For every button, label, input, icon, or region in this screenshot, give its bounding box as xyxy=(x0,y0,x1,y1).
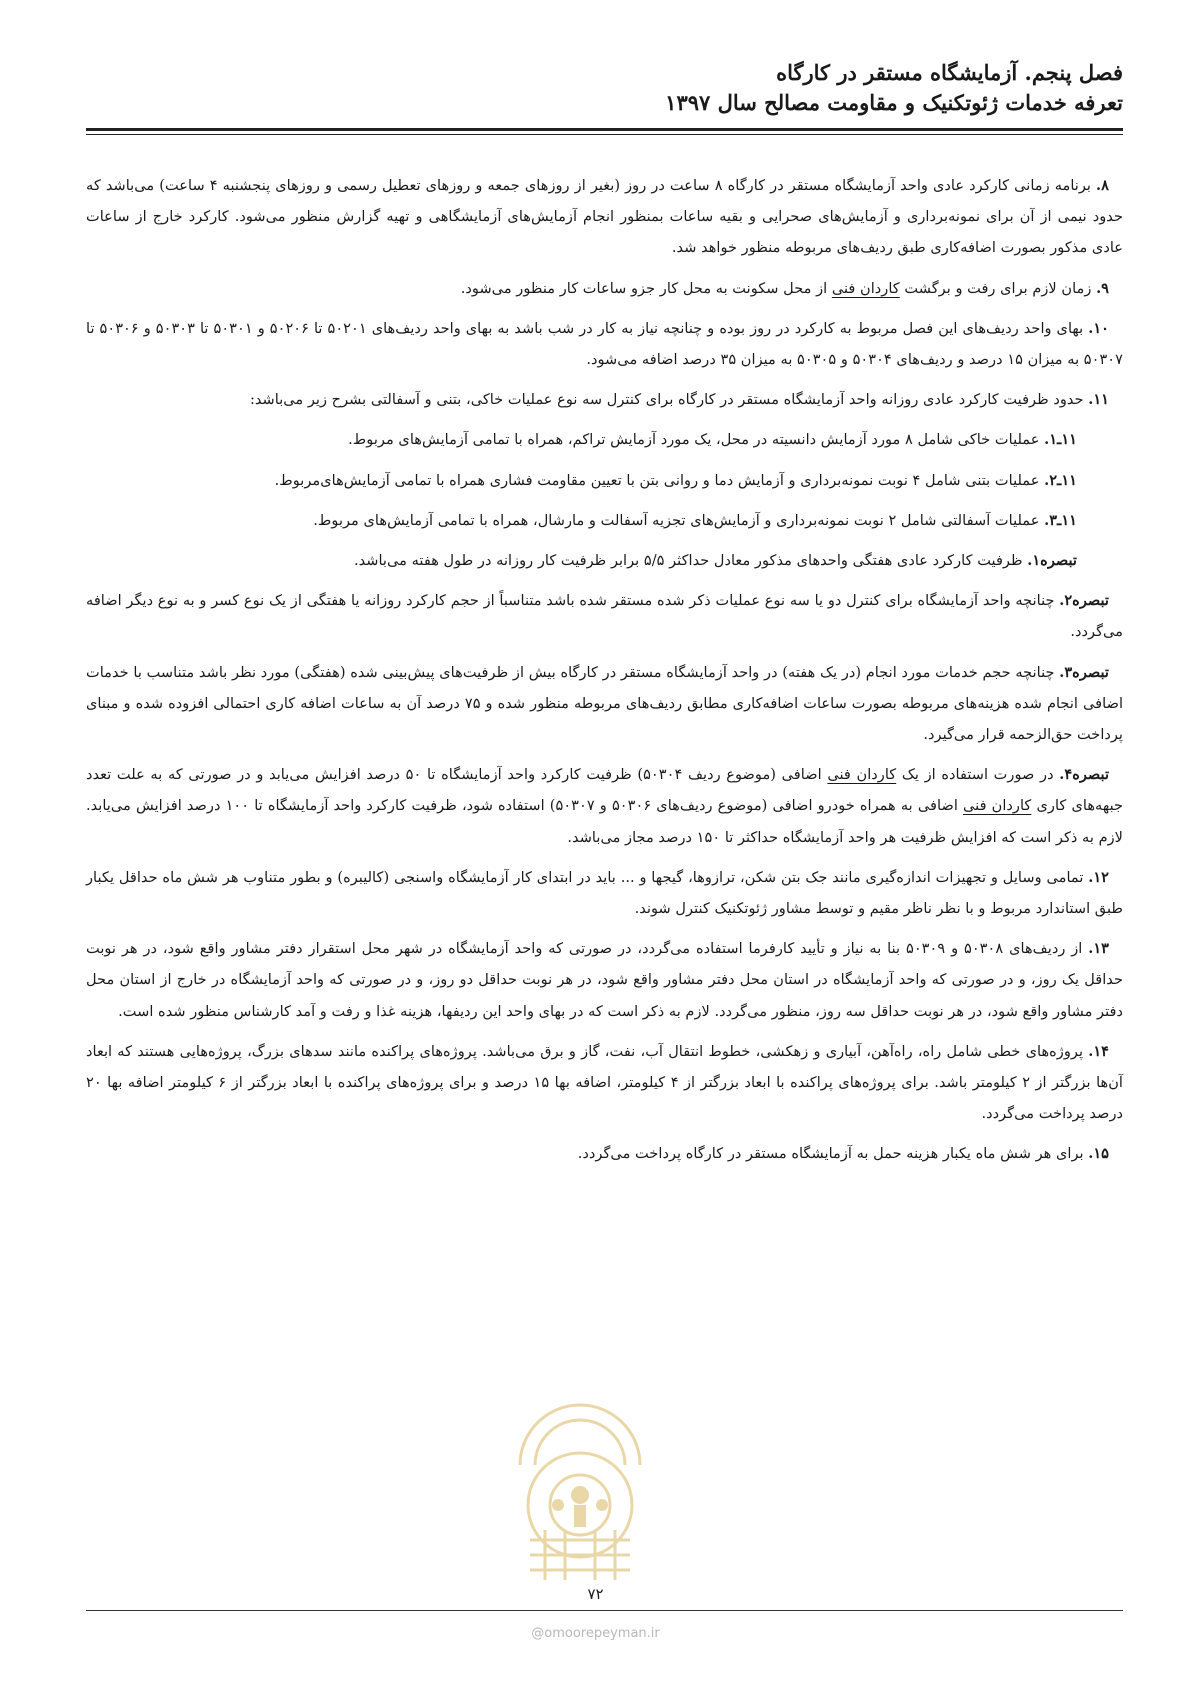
paragraph-14 xyxy=(86,1036,1123,1130)
paragraph-4 xyxy=(86,384,1123,415)
paragraph-text: زمان لازم برای رفت و برگشت xyxy=(899,279,1092,297)
paragraph-number: ۱۲. xyxy=(1088,868,1110,886)
paragraph-number: ۱۳. xyxy=(1088,940,1110,958)
paragraph-number: ۱۰. xyxy=(1088,319,1110,337)
paragraph-number: ۹. xyxy=(1096,279,1109,297)
paragraph-6 xyxy=(86,465,1123,496)
page-number: ۷۲ xyxy=(587,1585,604,1603)
paragraph-text: برای هر شش ماه یکبار هزینه حمل به آزمایشگاه مستقر در کارگاه پرداخت می‌گردد. xyxy=(577,1145,1084,1163)
paragraph-text: چنانچه واحد آزمایشگاه برای کنترل دو یا سه نوع عملیات ذکر شده مستقر شده باشد متناسباً از حجم کارکرد روزانه یا هفتگی از یک نوع کسر و به نوع دیگر اضافه می‌گردد. xyxy=(86,592,1123,641)
paragraph-5 xyxy=(86,424,1123,455)
footer-rule xyxy=(86,1610,1123,1611)
footer-website: @omoorepeyman.ir xyxy=(531,1626,660,1641)
paragraph-1 xyxy=(86,170,1123,264)
paragraph-10 xyxy=(86,657,1123,751)
paragraph-number: تبصره۲. xyxy=(1059,592,1109,610)
paragraph-number: ۱۱ـ۲. xyxy=(1044,471,1077,489)
paragraph-7 xyxy=(86,505,1123,536)
paragraph-text: تمامی وسایل و تجهیزات اندازه‌گیری مانند جک بتن شکن، ترازوها، گیجها و ... باید در ابتدای کار آزمایشگاه واسنجی (کالیبره) و بطور متناوب هر شش ماه حداقل یکبار طبق استاندارد مربوط و با نظر ناظر مقیم و توسط مشاور ژئوتکنیک کنترل شوند. xyxy=(86,868,1123,918)
paragraph-text: چنانچه حجم خدمات مورد انجام (در یک هفته) در واحد آزمایشگاه مستقر در کارگاه بیش از ظرفیت‌های پیش‌بینی شده (هفتگی) مورد نظر باشد متناسب با خدمات اضافی انجام شده هزینه‌های مربوطه بصورت ساعات اضافه‌کاری مطابق ردیف‌های مربوطه منظور شده و ۷۵ درصد آن به ساعات اضافه کاری احتمالی افزوده شده و مبنای پرداخت حق‌الزحمه قرار می‌گیرد. xyxy=(86,663,1124,744)
paragraph-text: اضافی (موضوع ردیف ۵۰۳۰۴) ظرفیت کارکرد واحد آزمایشگاه تا ۵۰ درصد افزایش می‌یابد و در صورتی که به علت تعدد جبهه‌های کاری xyxy=(86,766,1123,815)
paragraph-12 xyxy=(86,862,1123,924)
paragraph-number: ۱۵. xyxy=(1088,1145,1109,1163)
underlined-term: کاردان فنی xyxy=(827,766,897,784)
underlined-term: کاردان فنی xyxy=(963,797,1032,815)
document-subtitle: تعرفه خدمات ژئوتکنیک و مقاومت مصالح سال ۱۳۹۷ xyxy=(665,90,1123,115)
paragraph-text: در صورت استفاده از یک xyxy=(896,766,1054,784)
header-rule-thin xyxy=(86,134,1123,135)
paragraph-2 xyxy=(86,273,1123,304)
paragraph-text: بهای واحد ردیف‌های این فصل مربوط به کارکرد در روز بوده و چنانچه نیاز به کار در شب باشد به بهای واحد ردیف‌های ۵۰۲۰۱ تا ۵۰۲۰۶ و ۵۰۳۰۱ تا ۵۰۳۰۳ و ۵۰۳۰۶ تا ۵۰۳۰۷ به میزان ۱۵ درصد و ردیف‌های ۵۰۳۰۴ و ۵۰۳۰۵ به میزان ۳۵ درصد اضافه می‌شود. xyxy=(86,319,1123,369)
paragraph-text: حدود ظرفیت کارکرد عادی روزانه واحد آزمایشگاه مستقر در کارگاه برای کنترل سه نوع عملیات خاکی، بتنی و آسفالتی بشرح زیر می‌باشد: xyxy=(249,391,1084,409)
paragraph-text: اضافی به همراه خودرو اضافی (موضوع ردیف‌های ۵۰۳۰۶ و ۵۰۳۰۷) استفاده شود، ظرفیت کارکرد واحد آزمایشگاه تا ۱۰۰ درصد افزایش می‌یابد. لازم به ذکر است که افزایش ظرفیت هر واحد آزمایشگاه حداکثر تا ۱۵۰ درصد مجاز می‌باشد. xyxy=(86,797,1123,846)
paragraph-number: تبصره۴. xyxy=(1059,766,1110,784)
paragraph-number: ۱۴. xyxy=(1088,1042,1110,1060)
paragraph-15 xyxy=(86,1138,1123,1169)
paragraph-8 xyxy=(86,545,1123,576)
paragraph-11 xyxy=(86,759,1123,853)
page-header xyxy=(665,58,1123,118)
paragraph-text: پروژه‌های خطی شامل راه، راه‌آهن، آبیاری و زهکشی، خطوط انتقال آب، نفت، گاز و برق می‌باشد. پروژه‌های پراکنده مانند سدهای بزرگ، پروژه‌هایی هستند که ابعاد آن‌ها بزرگتر از ۲ کیلومتر باشد. برای پروژه‌های پراکنده با ابعاد بزرگتر از ۴ کیلومتر، اضافه بها ۱۵ درصد و برای پروژه‌های پراکنده با ابعاد بزرگتر از ۶ کیلومتر اضافه بها ۲۰ درصد پرداخت می‌گردد. xyxy=(86,1042,1123,1123)
paragraph-number: تبصره۳. xyxy=(1059,663,1109,681)
paragraph-number: ۱۱. xyxy=(1088,391,1109,409)
paragraph-text: برنامه زمانی کارکرد عادی واحد آزمایشگاه مستقر در کارگاه ۸ ساعت در روز (بغیر از روزهای جمعه و روزهای تعطیل رسمی و روزهای پنجشنبه ۴ ساعت) می‌باشد که حدود نیمی از آن برای نمونه‌برداری و آزمایش‌های صحرایی و بقیه ساعات بمنظور انجام آزمایش‌های آزمایشگاهی و تهیه گزارش منظور می‌شود. کارکرد خارج از ساعات عادی مذکور بصورت اضافه‌کاری طبق ردیف‌های مربوطه منظور خواهد شد. xyxy=(86,177,1123,257)
header-rule-thick xyxy=(86,128,1123,131)
paragraph-text: عملیات خاکی شامل ۸ مورد آزمایش دانسیته در محل، یک مورد آزمایش تراکم، همراه با تمامی آزمایش‌های مربوط. xyxy=(348,431,1040,449)
paragraph-number: ۱۱ـ۳. xyxy=(1044,511,1077,529)
paragraph-number: ۱۱ـ۱. xyxy=(1044,431,1077,449)
underlined-term: کاردان فنی xyxy=(831,279,900,297)
paragraph-number: ۸. xyxy=(1096,177,1109,194)
paragraph-3 xyxy=(86,313,1123,375)
paragraph-text: از محل سکونت به محل کار جزو ساعات کار منظور می‌شود. xyxy=(460,279,832,297)
paragraph-9 xyxy=(86,585,1123,647)
body-text xyxy=(86,170,1123,1179)
paragraph-number: تبصره۱. xyxy=(1027,552,1077,570)
paragraph-text: عملیات بتنی شامل ۴ نوبت نمونه‌برداری و آزمایش دما و روانی بتن با تعیین مقاومت فشاری همراه با تمامی آزمایش‌های‌مربوط. xyxy=(274,471,1040,489)
chapter-title: فصل پنجم. آزمایشگاه مستقر در کارگاه xyxy=(776,60,1123,85)
paragraph-13 xyxy=(86,933,1123,1027)
paragraph-text: از ردیف‌های ۵۰۳۰۸ و ۵۰۳۰۹ بنا به نیاز و تأیید کارفرما استفاده می‌گردد، در صورتی که واحد آزمایشگاه در شهر محل استقرار دفتر مشاور واقع شود، در هر نوبت حداقل یک روز، و در صورتی که واحد آزمایشگاه در استان محل دفتر مشاور واقع شود، در هر نوبت حداقل دو روز، و در صورتی که واحد آزمایشگاه در خارج از استان محل دفتر مشاور واقع شود، در هر نوبت حداقل سه روز، منظور می‌گردد. لازم به ذکر است که در بهای واحد این ردیفها، هزینه غذا و رفت و آمد کارشناس منظور شده است. xyxy=(86,940,1123,1020)
watermark-logo xyxy=(480,1355,680,1585)
paragraph-text: ظرفیت کارکرد عادی هفتگی واحدهای مذکور معادل حداکثر ۵/۵ برابر ظرفیت کار روزانه در طول هفته می‌باشد. xyxy=(353,552,1023,570)
paragraph-text: عملیات آسفالتی شامل ۲ نوبت نمونه‌برداری و آزمایش‌های تجزیه آسفالت و مارشال، همراه با تمامی آزمایش‌های مربوط. xyxy=(313,511,1040,529)
